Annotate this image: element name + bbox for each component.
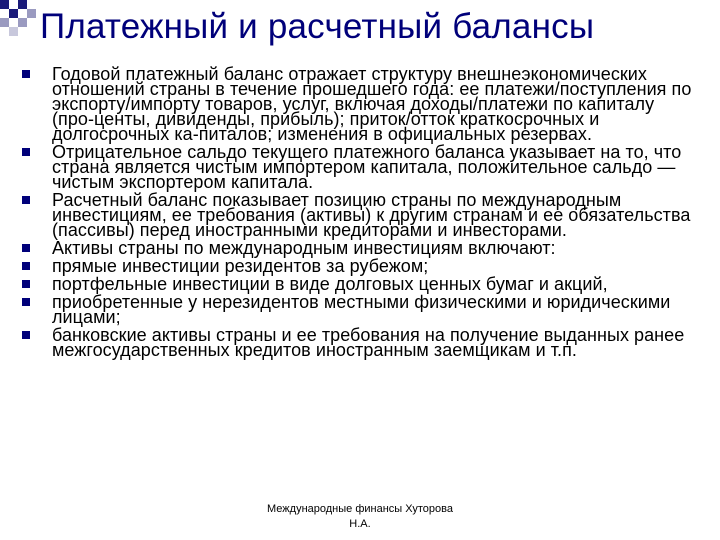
list-item: [22, 190, 692, 240]
square-bullet-icon: [22, 148, 30, 156]
square-bullet-icon: [22, 70, 30, 78]
square-bullet-icon: [22, 331, 30, 339]
decor-square: [18, 18, 27, 27]
decor-square: [9, 27, 18, 36]
square-bullet-icon: [22, 244, 30, 252]
bullet-text: банковские активы страны и ее требования на получение выданных ранее межгосударственных кредитов иностранным заемщикам и т.п.: [52, 325, 685, 360]
bullet-text: прямые инвестиции резидентов за рубежом;: [52, 256, 429, 276]
bullet-text: приобретенные у нерезидентов местными физическими и юридическими лицами;: [52, 292, 671, 327]
bullet-text: Активы страны по международным инвестициям включают:: [52, 238, 556, 258]
list-item: [22, 325, 692, 360]
decor-square: [27, 9, 36, 18]
bullet-text: Отрицательное сальдо текущего платежного баланса указывает на то, что страна является чистым импортером капитала, положительное сальдо — чистым экспортером капитала.: [52, 142, 682, 192]
list-item: [22, 142, 692, 192]
list-item: [22, 256, 692, 276]
slide-footer: [250, 502, 470, 532]
list-item: [22, 64, 692, 144]
decor-square: [18, 0, 27, 9]
list-item: [22, 238, 692, 258]
list-item: [22, 274, 692, 294]
square-bullet-icon: [22, 280, 30, 288]
decor-square: [0, 0, 9, 9]
footer-author-line: Международные финансы Хуторова: [267, 503, 453, 515]
bullet-text: Годовой платежный баланс отражает структуру внешнеэкономических отношений страны в течение прошедшего года: ее платежи/поступления по экспорту/импорту товаров, услуг, включая доходы/платежи по капиталу (про-центы, дивиденды, прибыль); приток/отток краткосрочных и долгосрочных ка-питалов; изменения в официальных резервах.: [52, 64, 692, 144]
footer-initials-line: Н.А.: [349, 518, 371, 530]
bullet-text: Расчетный баланс показывает позицию страны по международным инвестициям, ее требования (активы) к другим странам и ее обязательства (пассивы) перед иностранными кредиторами и инвесторами.: [52, 190, 691, 240]
decor-square: [0, 18, 9, 27]
square-bullet-icon: [22, 298, 30, 306]
slide-title: Платежный и расчетный балансы: [40, 7, 595, 46]
bullet-list: [22, 64, 692, 361]
square-bullet-icon: [22, 262, 30, 270]
bullet-text: портфельные инвестиции в виде долговых ценных бумаг и акций,: [52, 274, 608, 294]
square-bullet-icon: [22, 196, 30, 204]
corner-decoration: [0, 0, 44, 44]
list-item: [22, 292, 692, 327]
decor-square: [9, 9, 18, 18]
